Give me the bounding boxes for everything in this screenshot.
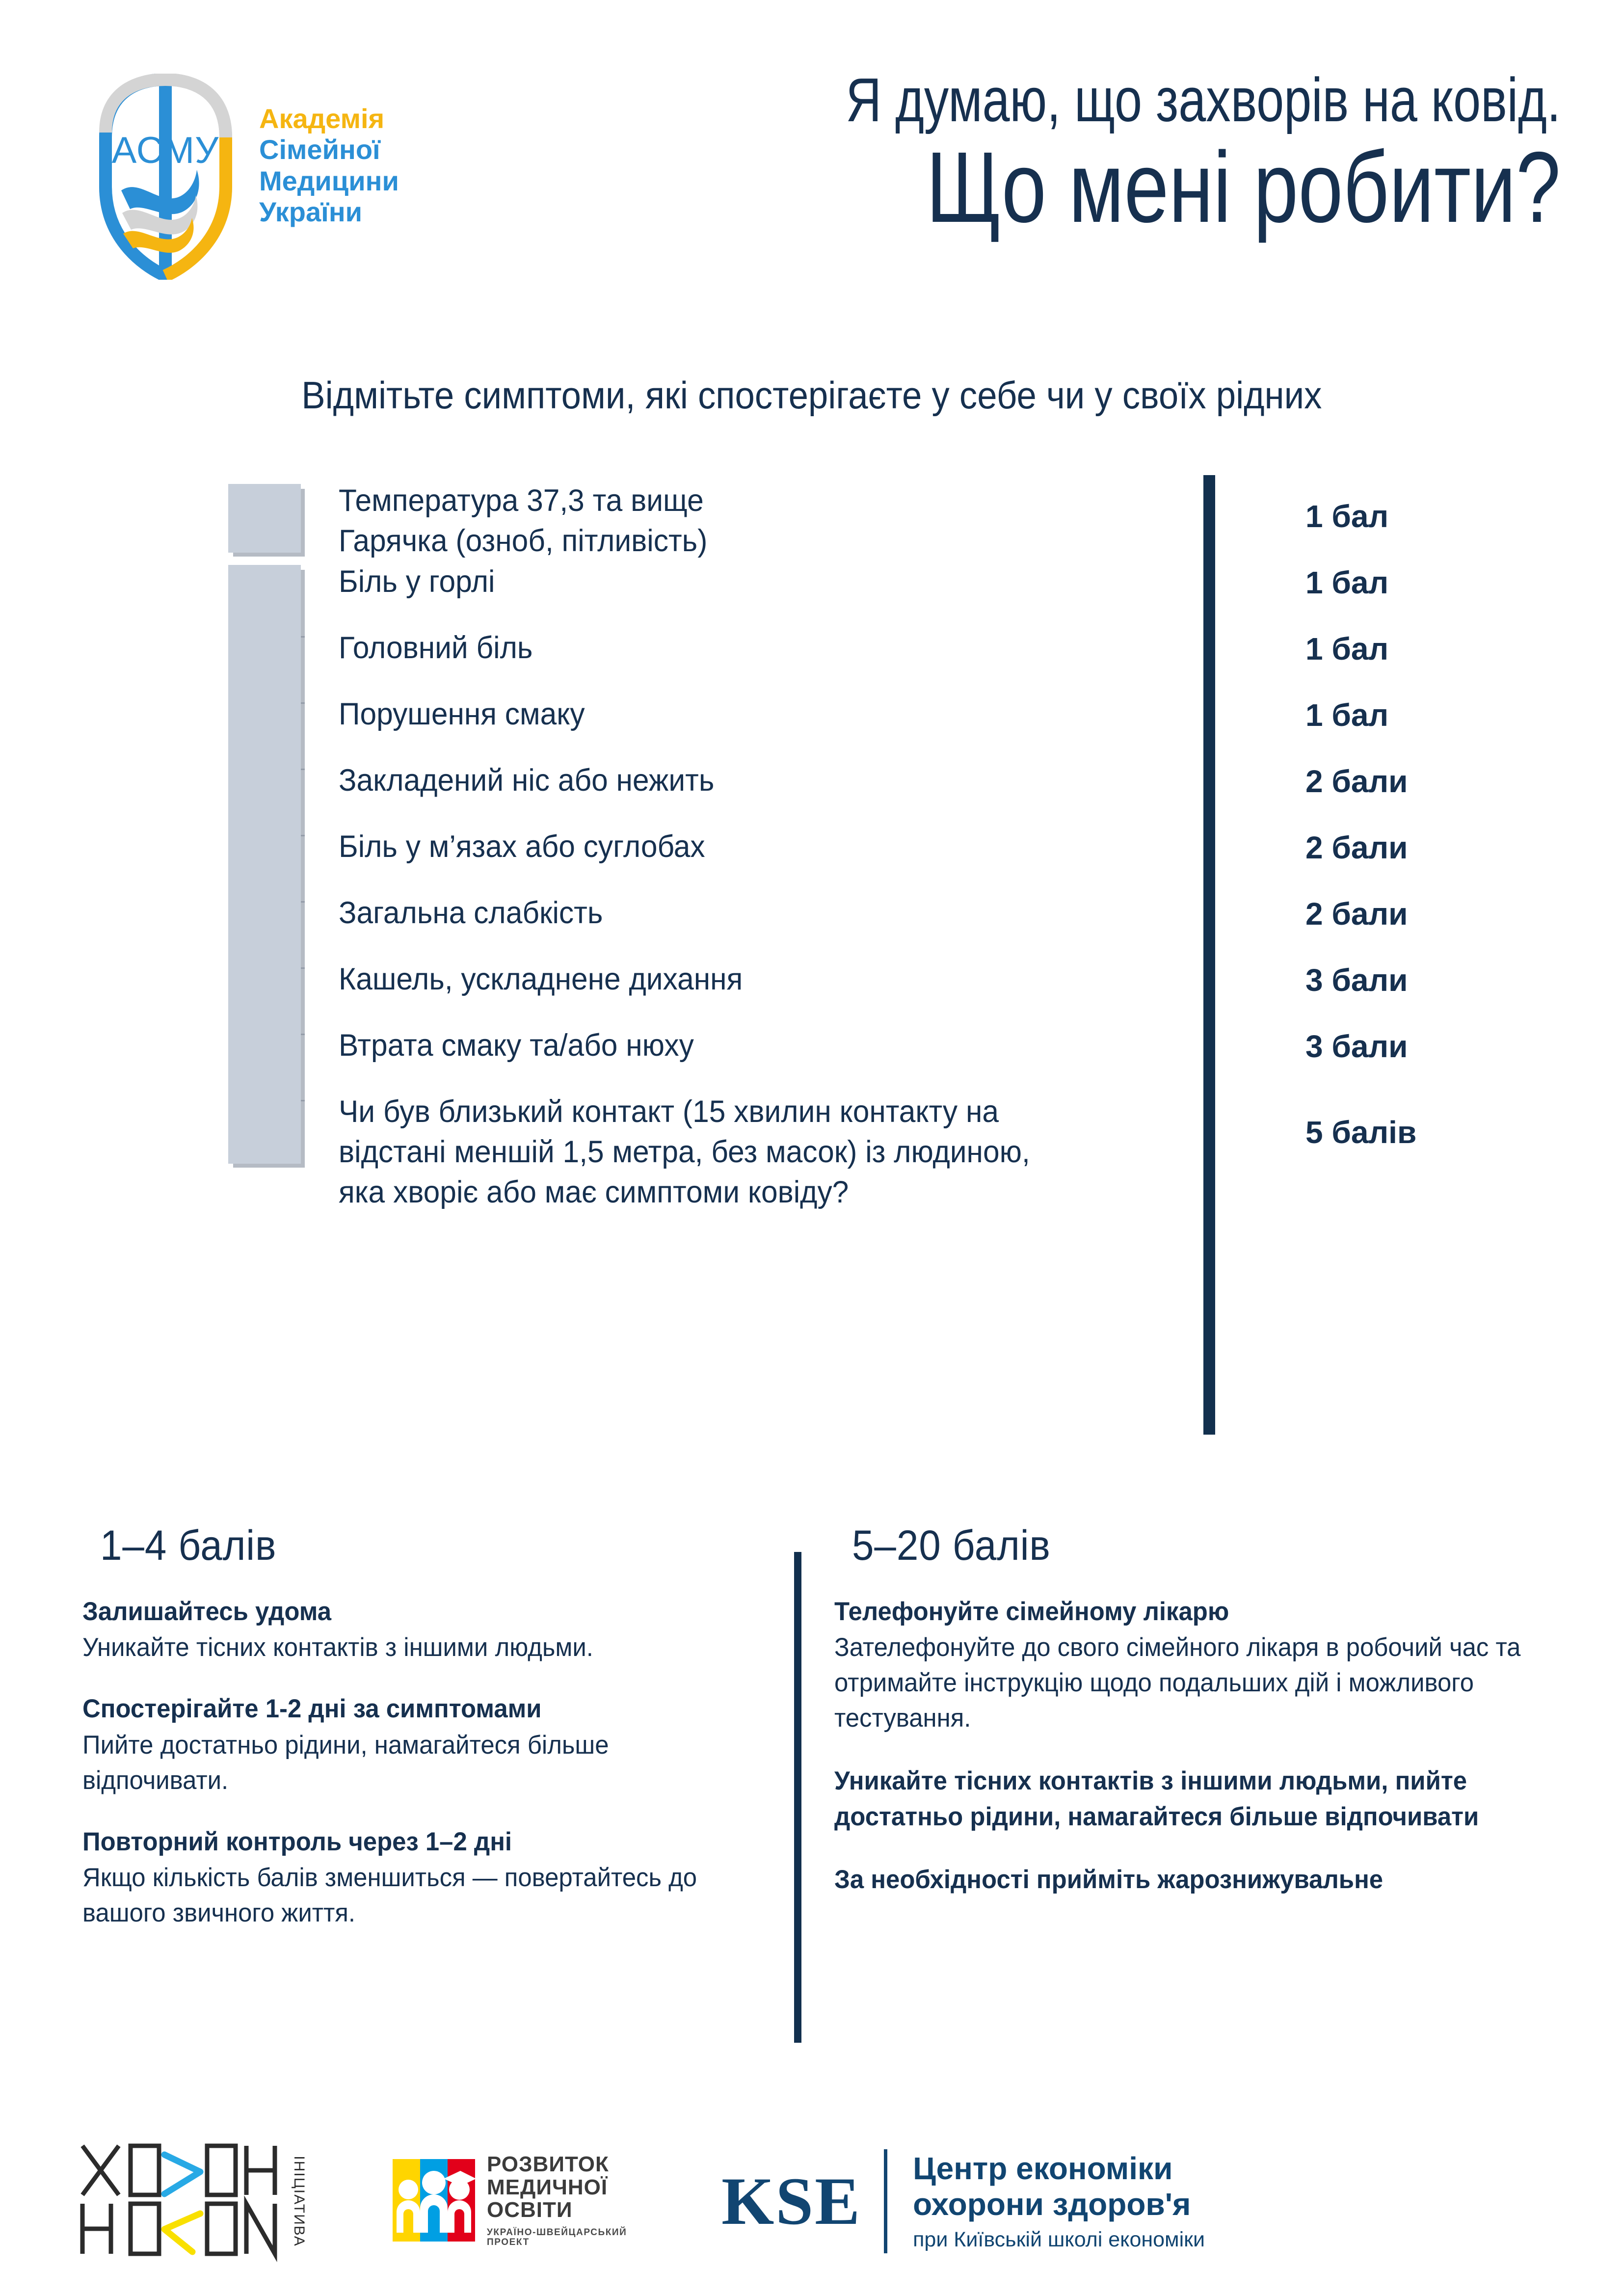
symptom-label-line: Порушення смаку: [339, 697, 585, 731]
advice-item-strong: [834, 1763, 1561, 1834]
symptom-label: [339, 827, 1065, 867]
symptom-label: [339, 960, 1065, 1000]
medu-people-icon: [393, 2159, 475, 2242]
symptom-points-number: 5: [1305, 1115, 1332, 1150]
symptom-points: [1305, 763, 1580, 800]
symptom-checkbox[interactable]: [228, 631, 301, 700]
medu-subtitle: УКРАЇНО-ШВЕЙЦАРСЬКИЙ ПРОЕКТ: [487, 2227, 627, 2247]
symptom-points-number: 2: [1305, 830, 1332, 865]
symptom-label: [339, 1026, 1065, 1066]
symptom-points: [1305, 962, 1580, 998]
symptom-label-line: Втрата смаку та/або нюху: [339, 1028, 694, 1063]
kse-line-1: Центр економіки: [913, 2151, 1173, 2187]
advice-item-title-text: Повторний контроль через 1–2 дні: [82, 1827, 512, 1856]
symptom-label: [339, 1092, 1065, 1213]
advice-item-title: [82, 1596, 765, 1628]
page-title: [540, 65, 1561, 243]
symptom-checklist: [0, 471, 1623, 1458]
symptom-points-word: бали: [1331, 1029, 1408, 1064]
symptom-points: [1305, 1028, 1580, 1065]
advice-item-title: [834, 1596, 1561, 1628]
advice-item-strong: [834, 1862, 1561, 1897]
title-line-1: Я думаю, що захворів на ковід.: [846, 65, 1561, 134]
advice-item: [82, 1693, 765, 1798]
symptom-label-line: Кашель, ускладнене дихання: [339, 962, 743, 996]
symptom-points-number: 1: [1305, 565, 1332, 600]
advice-item-title-text: Залишайтесь удома: [82, 1597, 332, 1626]
symptom-points-number: 3: [1305, 1029, 1332, 1064]
advice-item: [82, 1826, 765, 1931]
symptom-points-number: 1: [1305, 631, 1332, 667]
advice-column-divider: [794, 1552, 801, 2043]
advice-item-body-text: Пийте достатньо рідини, намагайтеся більше відпочивати.: [82, 1730, 609, 1795]
instruction-subtitle-text: Відмітьте симптоми, які спостерігаєте у себе чи у своїх рідних: [301, 374, 1322, 417]
advice-item-body-text: Якщо кількість балів зменшиться — повертайтесь до вашого звичного життя.: [82, 1863, 697, 1928]
advice-item-body: [82, 1630, 765, 1665]
advice-item: [834, 1596, 1561, 1736]
advice-item: [834, 1763, 1561, 1834]
kse-wordmark: [887, 2151, 1205, 2251]
symptom-label-line: Головний біль: [339, 631, 533, 665]
symptom-points: [1305, 1114, 1580, 1150]
symptom-points-word: бали: [1331, 830, 1408, 865]
kse-divider: [884, 2149, 887, 2253]
advice-heading-low-text: 1–4 балів: [100, 1522, 277, 1569]
symptom-label-line: Закладений ніс або нежить: [339, 763, 715, 798]
title-line-2: Що мені робити?: [926, 131, 1561, 243]
page-header: [0, 0, 1623, 324]
medu-line-2: МЕДИЧНОЇ: [487, 2175, 608, 2199]
advice-section: [0, 1522, 1623, 2101]
advice-item: [82, 1596, 765, 1665]
symptom-points-word: бали: [1331, 962, 1408, 998]
instruction-subtitle: [0, 373, 1623, 418]
kse-logo: [721, 2130, 1433, 2272]
symptom-checkbox[interactable]: [228, 1095, 301, 1164]
symptom-points-number: 1: [1305, 697, 1332, 733]
symptom-points-word: бал: [1331, 499, 1389, 534]
advice-item-title: [82, 1693, 765, 1725]
advice-heading-high: [852, 1522, 1561, 1570]
symptom-label-line: Чи був близький контакт (15 хвилин контакту на відстані меншій 1,5 метра, без масок) із людиною, яка хворіє або має симптоми ковіду?: [339, 1095, 1030, 1209]
hodon-vertical-label: ІНІЦІАТИВА: [291, 2156, 307, 2247]
symptom-label-line: Температура 37,3 та вище: [339, 483, 704, 518]
symptom-label: [339, 628, 1065, 668]
symptom-label: [339, 562, 1065, 602]
symptom-label-line: Гарячка (озноб, пітливість): [339, 523, 708, 558]
svg-text:АСМУ: АСМУ: [111, 130, 219, 171]
kse-line-2: охорони здоров'я: [913, 2186, 1191, 2222]
symptom-label: [339, 761, 1065, 801]
hodon-initiative-logo: [74, 2125, 393, 2272]
advice-item-title: [82, 1826, 765, 1858]
symptom-points: [1305, 631, 1580, 667]
advice-column-high-score: [834, 1522, 1561, 1925]
medu-line-1: РОЗВИТОК: [487, 2152, 609, 2176]
symptom-checkbox[interactable]: [228, 1029, 301, 1097]
advice-item-strong-text: Уникайте тісних контактів з іншими людьми, пийте достатньо рідини, намагайтеся більше відпочивати: [834, 1766, 1479, 1831]
advice-item-title-text: Телефонуйте сімейному лікарю: [834, 1597, 1229, 1626]
symptom-label-line: Біль у горлі: [339, 564, 495, 599]
advice-heading-low: [100, 1522, 765, 1570]
symptom-row: [228, 1092, 1553, 1213]
symptom-points-word: бал: [1331, 631, 1389, 667]
page-footer: [0, 2110, 1623, 2296]
shield-icon: [91, 74, 240, 280]
advice-item-title-text: Спостерігайте 1-2 дні за симптомами: [82, 1694, 542, 1724]
symptom-points: [1305, 498, 1580, 534]
symptom-label: [339, 694, 1065, 735]
symptom-points: [1305, 829, 1580, 866]
symptom-label-line: Біль у м’язах або суглобах: [339, 829, 705, 864]
advice-item-body: [82, 1728, 765, 1798]
symptom-label: [339, 893, 1065, 934]
symptom-checkbox[interactable]: [228, 764, 301, 832]
symptom-checkbox[interactable]: [228, 962, 301, 1031]
symptom-label: [339, 481, 1065, 561]
symptom-points-word: бал: [1331, 697, 1389, 733]
medical-education-logo: [393, 2129, 667, 2271]
symptom-points-number: 2: [1305, 896, 1332, 932]
symptom-checkbox[interactable]: [228, 697, 301, 766]
symptom-checkbox[interactable]: [228, 830, 301, 899]
logo-word-3: Медицини: [259, 165, 399, 196]
kse-mark: KSE: [721, 2163, 862, 2239]
kse-subtitle: при Київській школі економіки: [913, 2228, 1205, 2252]
logo-word-2: Сімейної: [259, 134, 380, 165]
symptom-points: [1305, 564, 1580, 601]
logo-word-4: України: [259, 196, 363, 227]
symptom-points-word: бали: [1331, 896, 1408, 932]
symptom-points-number: 2: [1305, 764, 1332, 799]
symptom-checkbox[interactable]: [228, 896, 301, 965]
advice-item: [834, 1862, 1561, 1897]
advice-column-low-score: [82, 1522, 765, 1958]
symptom-checkbox[interactable]: [228, 565, 301, 634]
logo-word-1: Академія: [259, 103, 385, 134]
symptom-points-word: бали: [1331, 764, 1408, 799]
asmu-logo: [91, 74, 493, 285]
advice-heading-high-text: 5–20 балів: [852, 1522, 1051, 1569]
symptom-points-number: 1: [1305, 499, 1332, 534]
symptom-label-line: Загальна слабкість: [339, 896, 603, 930]
advice-item-strong-text: За необхідності прийміть жарознижувальне: [834, 1865, 1384, 1894]
symptom-points: [1305, 697, 1580, 733]
symptom-points-number: 3: [1305, 962, 1332, 998]
advice-item-body-text: Уникайте тісних контактів з іншими людьми.: [82, 1633, 593, 1662]
symptom-points-word: бал: [1331, 565, 1389, 600]
advice-item-body-text: Зателефонуйте до свого сімейного лікаря в робочий час та отримайте інструкцію щодо подальших дій і можливого тестування.: [834, 1633, 1521, 1733]
advice-item-body: [82, 1860, 765, 1931]
symptom-checkbox[interactable]: [228, 484, 301, 553]
medu-wordmark: [487, 2153, 667, 2247]
symptom-points-word: балів: [1331, 1115, 1417, 1150]
medu-line-3: ОСВІТИ: [487, 2198, 573, 2222]
advice-item-body: [834, 1630, 1561, 1736]
asmu-logo-wordmark: [259, 74, 399, 227]
symptom-points: [1305, 896, 1580, 932]
